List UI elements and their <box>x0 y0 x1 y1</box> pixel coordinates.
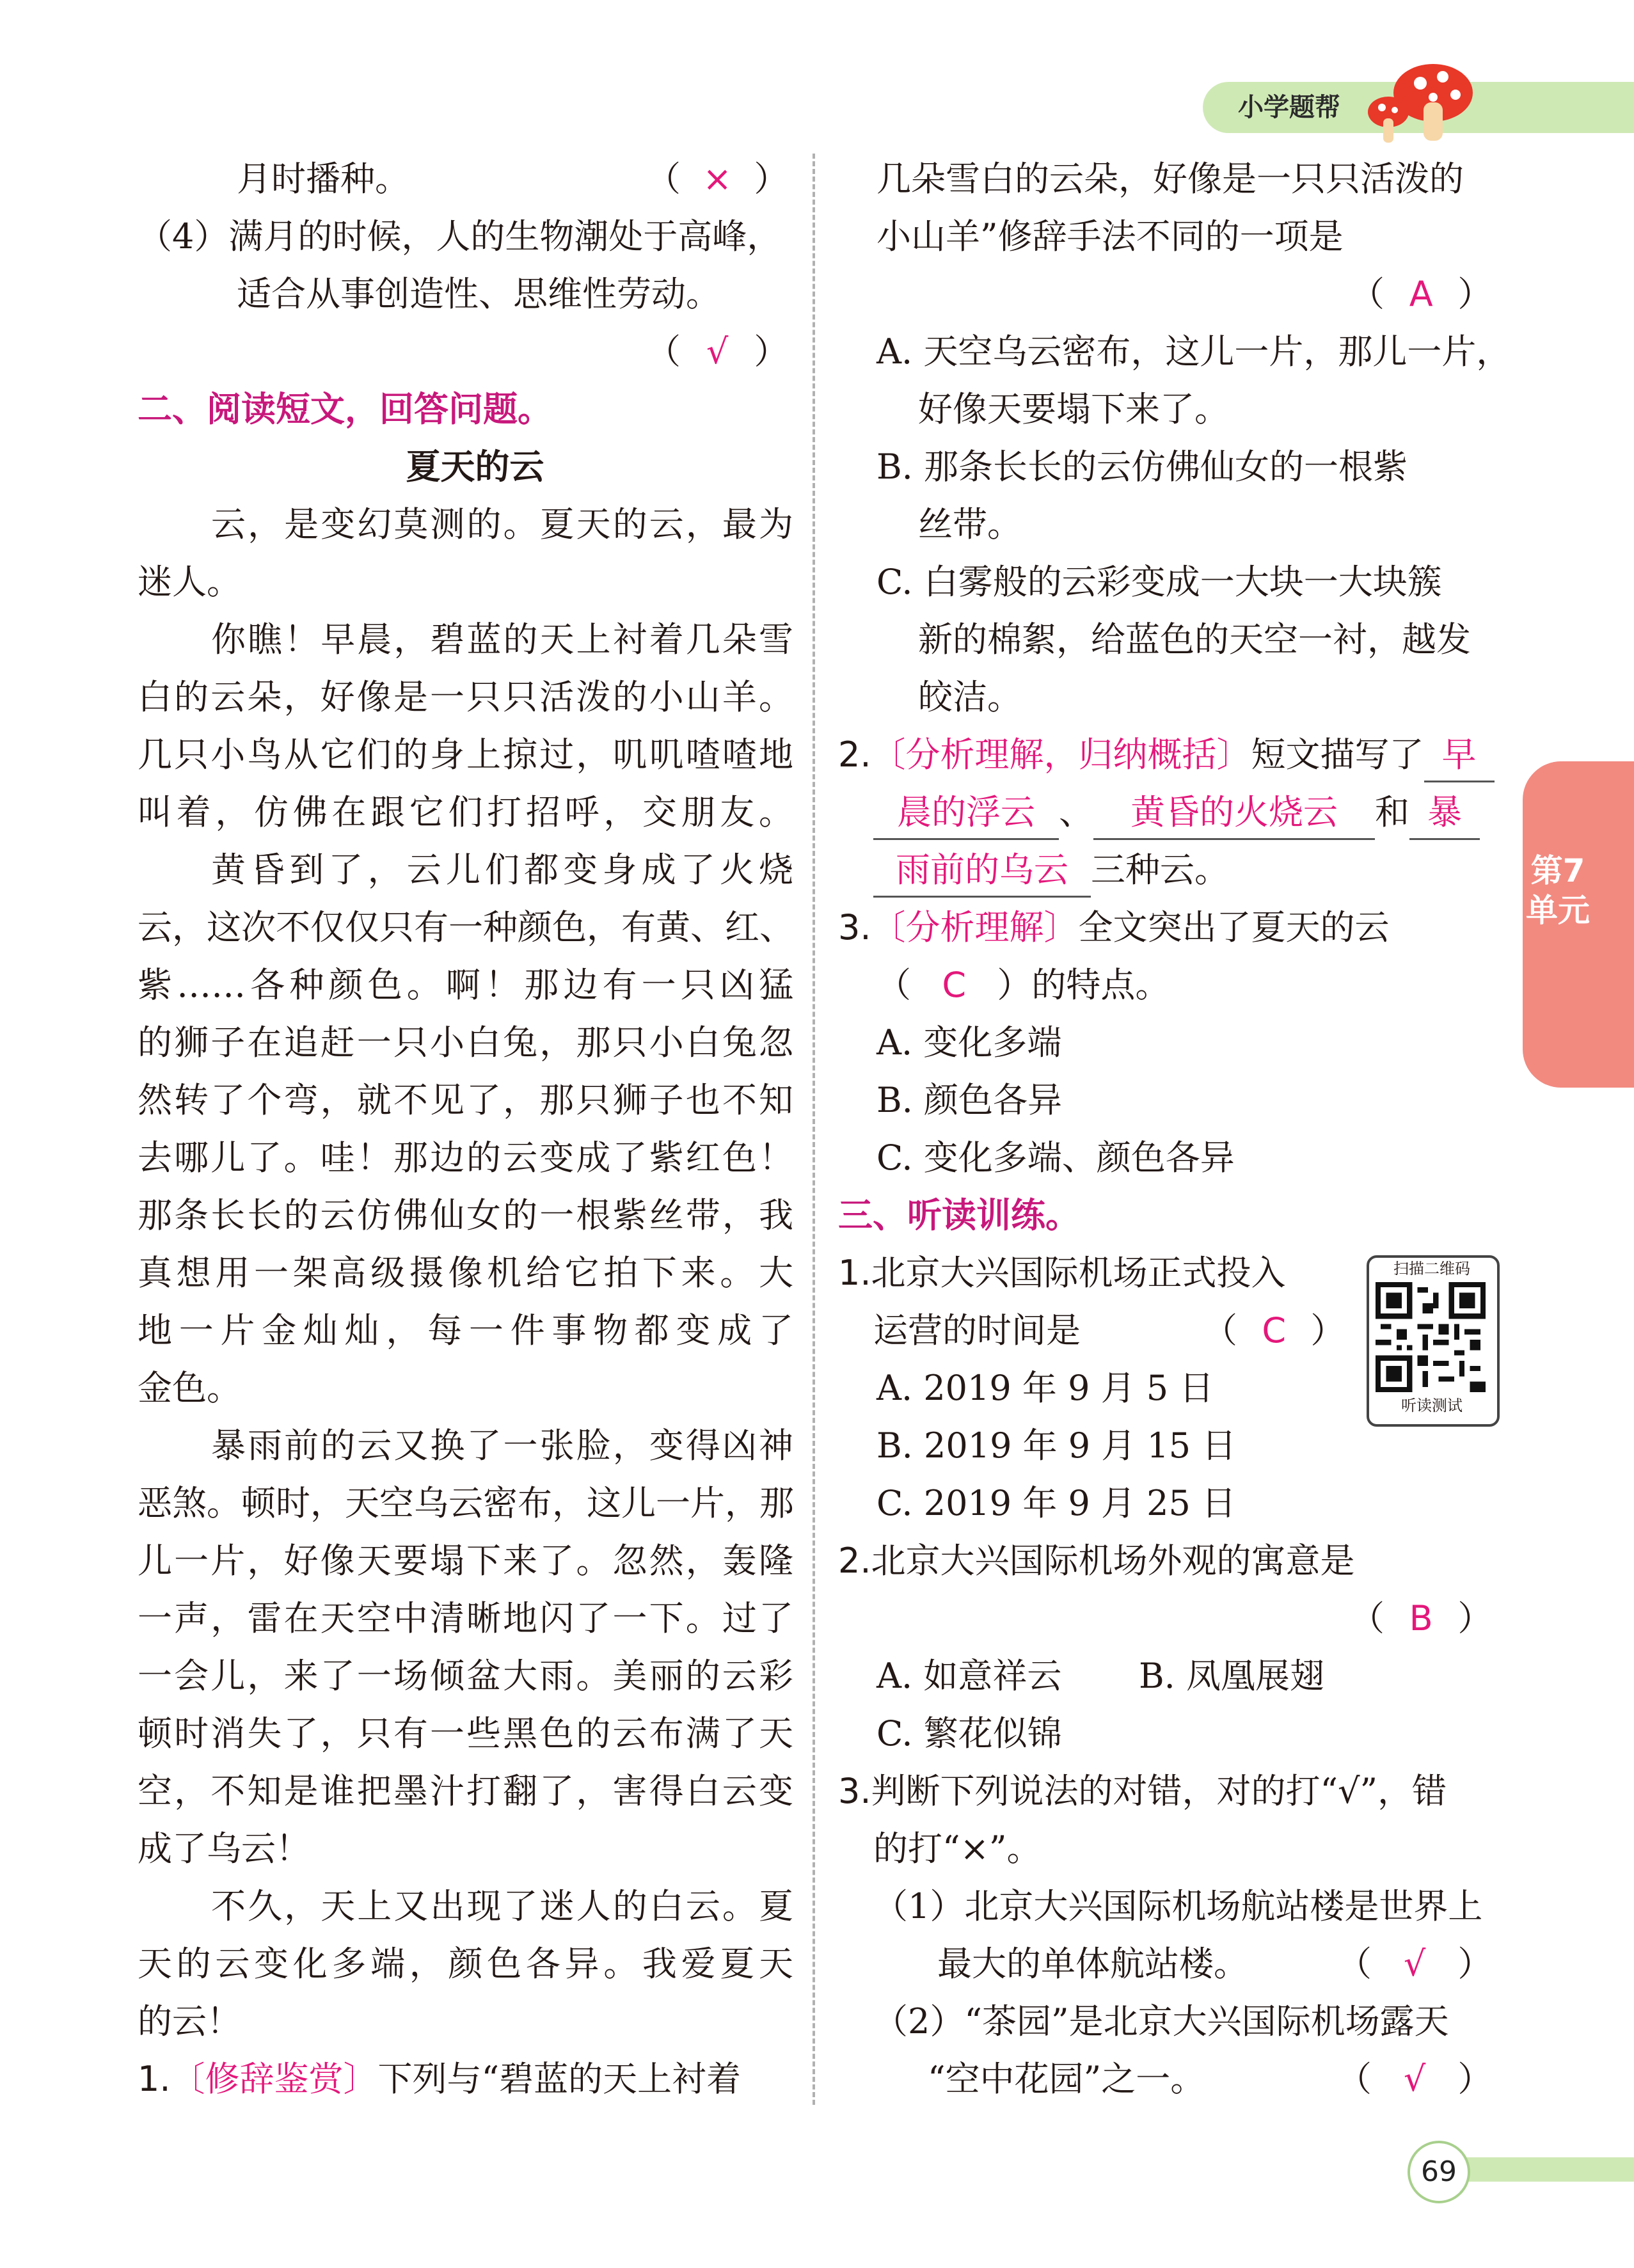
option-a: A. 2019 年 9 月 5 日 <box>876 1368 1214 1408</box>
qr-code-icon[interactable] <box>1376 1282 1486 1392</box>
option-b: B. 2019 年 9 月 15 日 <box>876 1425 1237 1466</box>
passage-line: 天的云变化多端，颜色各异。我爱夏天 <box>138 1944 793 1984</box>
option-a-cont: 好像天要塌下来了。 <box>918 389 1229 429</box>
option-b: B. 那条长长的云仿佛仙女的一根紫 <box>876 447 1408 487</box>
answer-paren: （ √ ） <box>646 323 788 381</box>
passage-line: 一声，雷在天空中清晰地闪了一下。过了 <box>138 1598 793 1638</box>
passage-line: 暴雨前的云又换了一张脸，变得凶神 <box>211 1425 793 1466</box>
question-tag: 〔修辞鉴赏〕 <box>170 2059 378 2099</box>
question-3-line-2: （ C ）的特点。 <box>876 956 1170 1014</box>
passage-line: 紫……各种颜色。啊！那边有一只凶猛 <box>138 965 793 1005</box>
question-number: 3. <box>838 907 871 948</box>
listen-question-3-line-2: 的打“×”。 <box>873 1828 1042 1869</box>
option-c: C. 繁花似锦 <box>876 1713 1062 1754</box>
question-2 <box>838 726 1495 784</box>
question-tag: 〔分析理解〕 <box>871 907 1079 948</box>
passage-line: 的云！ <box>138 2001 241 2042</box>
qr-caption-bottom: 听读测试 <box>1401 1397 1463 1415</box>
conjunction: 和 <box>1375 792 1409 832</box>
question-text: 全文突出了夏天的云 <box>1078 907 1390 948</box>
option-c-cont-1: 新的棉絮，给蓝色的天空一衬，越发 <box>918 619 1471 660</box>
answer-mark: √ <box>706 331 729 372</box>
qr-caption-top: 扫描二维码 <box>1393 1260 1470 1278</box>
answer-mark: C <box>1262 1310 1287 1351</box>
question-text: 的特点。 <box>1031 965 1170 1005</box>
option-a: A. 如意祥云 <box>876 1656 1062 1696</box>
statement-1: （1）北京大兴国际机场航站楼是世界上 <box>873 1886 1483 1926</box>
page-number: 69 <box>1408 2141 1470 2203</box>
question-text: 下列与“碧蓝的天上衬着 <box>377 2059 742 2099</box>
option-c: C. 白雾般的云彩变成一大块一大块簇 <box>876 562 1442 602</box>
answer-paren: （ √ ） <box>1337 1935 1492 1993</box>
left-line-1: 月时播种。 <box>237 159 409 199</box>
passage-line: 你瞧！早晨，碧蓝的天上衬着几朵雪 <box>211 619 793 660</box>
left-line-2: （4）满月的时候，人的生物潮处于高峰， <box>138 216 782 257</box>
statement-2-cont: “空中花园”之一。 <box>928 2059 1205 2099</box>
question-number: 1. <box>138 2059 171 2099</box>
passage-line: 金色。 <box>138 1368 241 1408</box>
answer-blank: 早 <box>1424 729 1495 782</box>
brand-title: 小学题帮 <box>1238 93 1340 122</box>
section-heading-2: 二、阅读短文，回答问题。 <box>138 389 552 429</box>
option-a: A. 天空乌云密布，这儿一片，那儿一片， <box>876 331 1511 372</box>
passage-line: 云，是变幻莫测的。夏天的云，最为 <box>211 504 793 544</box>
answer-paren: （ √ ） <box>1337 2050 1492 2108</box>
passage-line: 空，不知是谁把墨汁打翻了，害得白云变 <box>138 1771 793 1811</box>
answer-mark: A <box>1409 274 1433 314</box>
answer-mark: × <box>702 159 732 199</box>
section-heading-3: 三、听读训练。 <box>838 1195 1080 1235</box>
passage-line: 的狮子在追赶一只小白兔，那只小白兔忽 <box>138 1022 793 1063</box>
mushroom-icon <box>1356 58 1484 147</box>
answer-blank: 暴 <box>1409 787 1480 840</box>
option-a: A. 变化多端 <box>876 1022 1062 1063</box>
question-3 <box>838 899 1390 956</box>
passage-line: 迷人。 <box>138 562 241 602</box>
question-tag: 〔分析理解，归纳概括〕 <box>871 734 1251 775</box>
passage-line: 几只小鸟从它们的身上掠过，叽叽喳喳地 <box>138 734 793 775</box>
option-b-cont: 丝带。 <box>918 504 1022 544</box>
answer-mark: B <box>1409 1598 1433 1638</box>
passage-title: 夏天的云 <box>406 447 544 487</box>
passage-line: 不久，天上又出现了迷人的白云。夏 <box>211 1886 793 1926</box>
answer-mark: √ <box>1403 1944 1426 1984</box>
passage-line: 真想用一架高级摄像机给它拍下来。大 <box>138 1253 793 1293</box>
passage-line: 然转了个弯，就不见了，那只狮子也不知 <box>138 1080 793 1120</box>
answer-paren: （ B ） <box>1350 1590 1492 1647</box>
statement-2: （2）“茶园”是北京大兴国际机场露天 <box>873 2001 1449 2042</box>
listen-question-2 <box>838 1532 1355 1590</box>
passage-line: 白的云朵，好像是一只只活泼的小山羊。 <box>138 677 793 717</box>
option-b: B. 凤凰展翅 <box>1139 1656 1325 1696</box>
answer-mark: √ <box>1403 2059 1426 2099</box>
question-number: 1. <box>838 1253 871 1293</box>
column-divider <box>813 154 815 2105</box>
answer-blank: 黄昏的火烧云 <box>1093 787 1375 840</box>
passage-line: 那条长长的云仿佛仙女的一根紫丝带，我 <box>138 1195 793 1235</box>
passage-line: 一会儿，来了一场倾盆大雨。美丽的云彩 <box>138 1656 793 1696</box>
option-c-cont-2: 皎洁。 <box>918 677 1022 717</box>
answer-blank: 晨的浮云 <box>873 787 1059 840</box>
passage-line: 去哪儿了。哇！那边的云变成了紫红色！ <box>138 1138 793 1178</box>
question-2-line-3 <box>873 841 1229 899</box>
question-1 <box>138 2050 741 2108</box>
question-text: 判断下列说法的对错，对的打“√”，错 <box>871 1771 1447 1811</box>
answer-mark: C <box>942 965 967 1005</box>
passage-line: 恶煞。顿时，天空乌云密布，这儿一片，那 <box>138 1483 794 1523</box>
listen-question-3 <box>838 1763 1447 1820</box>
left-line-3: 适合从事创造性、思维性劳动。 <box>237 274 720 314</box>
question-2-line-2 <box>873 784 1480 841</box>
answer-paren: （ A ） <box>1350 266 1492 323</box>
question-text: 三种云。 <box>1091 850 1229 890</box>
option-c: C. 变化多端、颜色各异 <box>876 1138 1235 1178</box>
statement-1-cont: 最大的单体航站楼。 <box>937 1944 1248 1984</box>
option-c: C. 2019 年 9 月 25 日 <box>876 1483 1237 1523</box>
question-text: 北京大兴国际机场外观的寓意是 <box>871 1541 1355 1581</box>
answer-paren: （ C ） <box>1203 1302 1345 1360</box>
answer-blank: 雨前的乌云 <box>873 845 1091 898</box>
passage-line: 云，这次不仅仅只有一种颜色，有黄、红、 <box>138 907 794 948</box>
listen-question-1-line-2: 运营的时间是 <box>873 1310 1081 1351</box>
question-number: 3. <box>838 1771 871 1811</box>
page-bar <box>1447 2157 1634 2182</box>
q1-continued-2: 小山羊”修辞手法不同的一项是 <box>876 216 1344 257</box>
passage-line: 成了乌云！ <box>138 1828 310 1869</box>
answer-paren: （ × ） <box>646 150 788 208</box>
passage-line: 黄昏到了，云儿们都变身成了火烧 <box>211 850 793 890</box>
passage-line: 叫着，仿佛在跟它们打招呼，交朋友。 <box>138 792 793 832</box>
listen-question-1 <box>838 1244 1286 1302</box>
passage-line: 地一片金灿灿，每一件事物都变成了 <box>138 1310 793 1351</box>
question-number: 2. <box>838 734 871 775</box>
separator: 、 <box>1059 792 1093 832</box>
option-b: B. 颜色各异 <box>876 1080 1063 1120</box>
unit-tab-label: 第7单元 <box>1526 852 1590 929</box>
q1-continued-1: 几朵雪白的云朵，好像是一只只活泼的 <box>876 159 1464 199</box>
question-number: 2. <box>838 1541 871 1581</box>
passage-line: 顿时消失了，只有一些黑色的云布满了天 <box>138 1713 793 1754</box>
passage-line: 儿一片，好像天要塌下来了。忽然，轰隆 <box>138 1541 793 1581</box>
question-text: 北京大兴国际机场正式投入 <box>871 1253 1286 1293</box>
question-text: 短文描写了 <box>1251 734 1424 775</box>
